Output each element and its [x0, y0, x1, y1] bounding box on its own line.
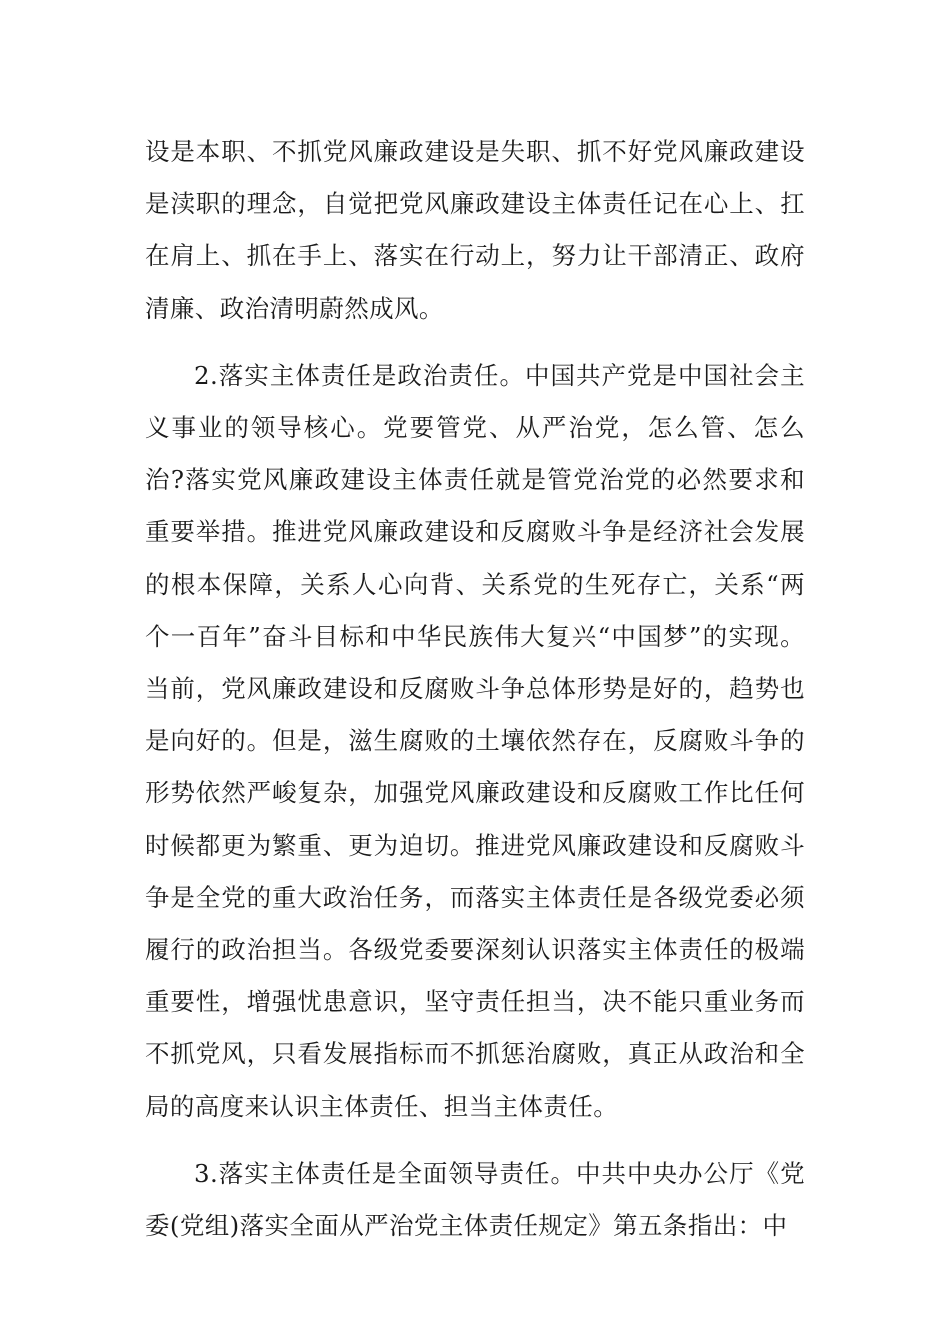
paragraph-leadership-responsibility: 3.落实主体责任是全面领导责任。中共中央办公厅《党委(党组)落实全面从严治党主体责任规定》第五条指出：中 — [145, 1158, 805, 1241]
document-body — [145, 126, 805, 1267]
paragraph-political-responsibility: 2.落实主体责任是政治责任。中国共产党是中国社会主义事业的领导核心。党要管党、从严治党，怎么管、怎么治?落实党风廉政建设主体责任就是管党治党的必然要求和重要举措。推进党风廉政建设和反腐败斗争是经济社会发展的根本保障，关系人心向背、关系党的生死存亡，关系“两个一百年”奋斗目标和中华民族伟大复兴“中国梦”的实现。当前，党风廉政建设和反腐败斗争总体形势是好的，趋势也是向好的。但是，滋生腐败的土壤依然存在，反腐败斗争的形势依然严峻复杂，加强党风廉政建设和反腐败工作比任何时候都更为繁重、更为迫切。推进党风廉政建设和反腐败斗争是全党的重大政治任务，而落实主体责任是各级党委必须履行的政治担当。各级党委要深刻认识落实主体责任的极端重要性，增强忧患意识，坚守责任担当，决不能只重业务而不抓党风，只看发展指标而不抓惩治腐败，真正从政治和全局的高度来认识主体责任、担当主体责任。 — [145, 360, 805, 1121]
paragraph-continuation: 设是本职、不抓党风廉政建设是失职、抓不好党风廉政建设是渎职的理念，自觉把党风廉政建设主体责任记在心上、扛在肩上、抓在手上、落实在行动上，努力让干部清正、政府清廉、政治清明蔚然成风。 — [145, 137, 805, 323]
